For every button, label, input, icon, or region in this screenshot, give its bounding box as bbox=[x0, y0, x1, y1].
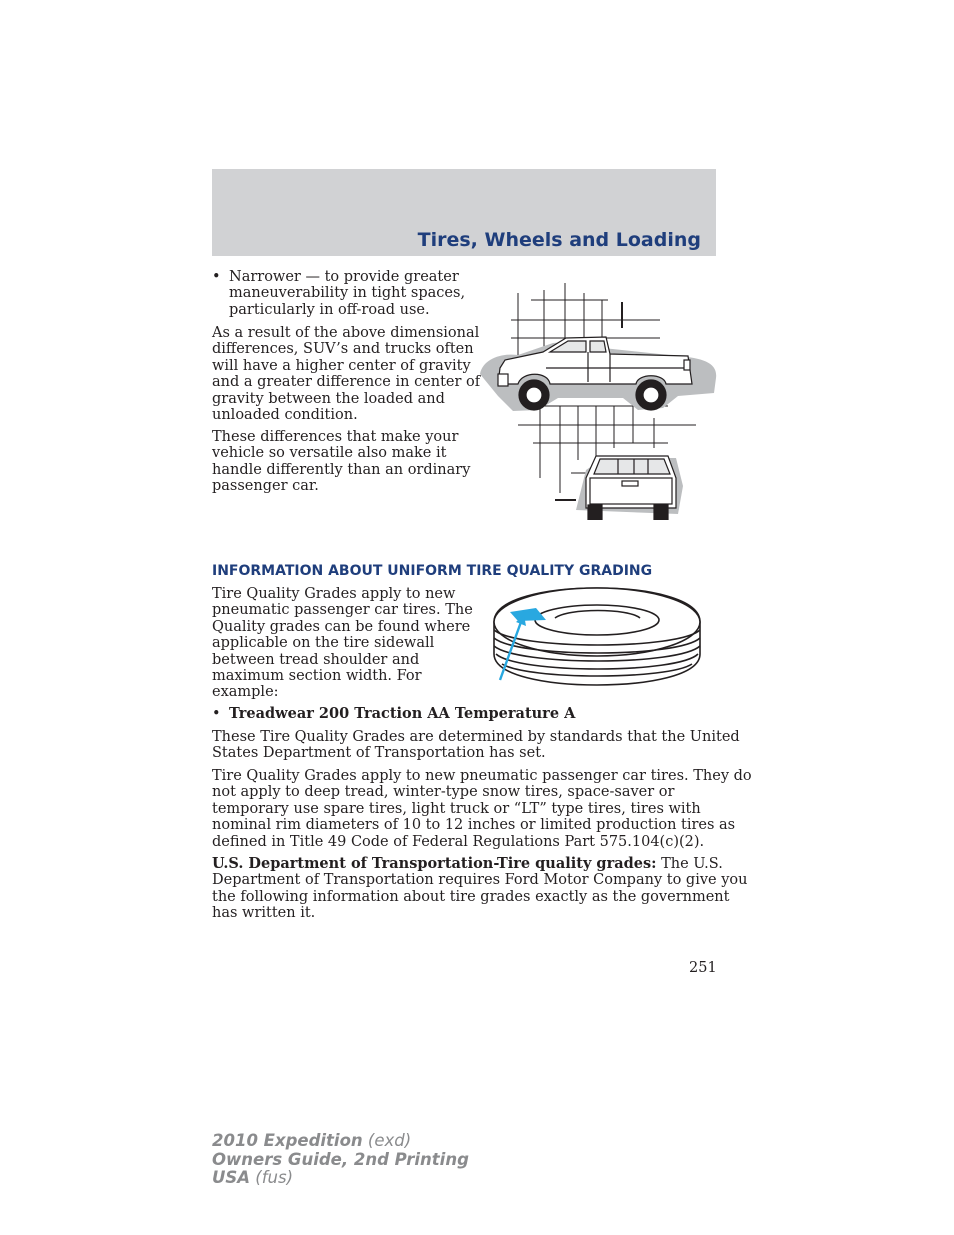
text-line: and a greater difference in center of bbox=[212, 374, 481, 391]
text-line bbox=[212, 856, 747, 872]
footer bbox=[212, 1132, 469, 1188]
text-line: differences, SUV’s and trucks often bbox=[212, 341, 474, 358]
footer-line-model bbox=[212, 1132, 469, 1151]
text-line: will have a higher center of gravity bbox=[212, 357, 471, 374]
paragraph-handling bbox=[212, 429, 470, 495]
text-line: unloaded condition. bbox=[212, 407, 358, 424]
footer-model-code: (exd) bbox=[362, 1131, 412, 1150]
truck-dimensions-illustration bbox=[478, 278, 718, 520]
text-line: particularly in off-road use. bbox=[229, 301, 430, 318]
section-title: Tires, Wheels and Loading bbox=[417, 229, 701, 251]
text-line: Quality grades can be found where bbox=[212, 618, 471, 635]
footer-line-region bbox=[212, 1169, 469, 1188]
text-line: defined in Title 49 Code of Federal Regulations Part 575.104(c)(2). bbox=[212, 833, 705, 850]
text-line: nominal rim diameters of 10 to 12 inches or limited production tires as bbox=[212, 817, 736, 834]
text-line: As a result of the above dimensional bbox=[212, 325, 480, 341]
text-line: handle differently than an ordinary bbox=[212, 461, 471, 478]
text-run: The U.S. bbox=[656, 856, 723, 872]
text-line: maximum section width. For bbox=[212, 668, 422, 685]
text-line: vehicle so versatile also make it bbox=[212, 445, 447, 462]
bullet-dot: • bbox=[212, 706, 221, 722]
bullet-dot: • bbox=[212, 269, 221, 285]
paragraph-center-of-gravity bbox=[212, 325, 480, 423]
header-band bbox=[212, 169, 716, 256]
bullet-narrower bbox=[212, 269, 472, 319]
text-line: between tread shoulder and bbox=[212, 651, 420, 668]
text-line: temporary use spare tires, light truck or “LT” type tires, tires with bbox=[212, 800, 701, 817]
text-line: These differences that make your bbox=[212, 429, 459, 445]
tire-sidewall-illustration bbox=[488, 584, 706, 688]
text-line: pneumatic passenger car tires. The bbox=[212, 602, 473, 619]
footer-region-code: (fus) bbox=[250, 1168, 294, 1187]
section-heading: INFORMATION ABOUT UNIFORM TIRE QUALITY GRADING bbox=[212, 563, 653, 579]
text-line: Tire Quality Grades apply to new bbox=[212, 586, 456, 602]
footer-model: 2010 Expedition bbox=[212, 1131, 363, 1150]
paragraph-dot-tire-grades bbox=[212, 856, 747, 922]
bullet-text: Treadwear 200 Traction AA Temperature A bbox=[229, 705, 576, 722]
bullet-treadwear-example bbox=[212, 706, 716, 724]
text-line: gravity between the loaded and bbox=[212, 390, 445, 407]
bullet-text bbox=[229, 269, 465, 318]
paragraph-dot-standards bbox=[212, 729, 740, 762]
text-line: Tire Quality Grades apply to new pneumatic passenger car tires. They do bbox=[212, 768, 752, 784]
footer-region: USA bbox=[212, 1168, 251, 1187]
text-line: These Tire Quality Grades are determined by standards that the United bbox=[212, 729, 740, 745]
paragraph-exclusions bbox=[212, 768, 752, 850]
text-line: maneuverability in tight spaces, bbox=[229, 285, 466, 302]
text-line: the following information about tire grades exactly as the government bbox=[212, 888, 730, 905]
text-line: Department of Transportation requires Ford Motor Company to give you bbox=[212, 872, 748, 889]
text-line: example: bbox=[212, 684, 279, 701]
truck-side-view bbox=[498, 337, 692, 410]
text-line: applicable on the tire sidewall bbox=[212, 635, 435, 652]
bold-lead-in: U.S. Department of Transportation-Tire quality grades: bbox=[212, 855, 657, 872]
text-line: Narrower — to provide greater bbox=[229, 269, 459, 285]
tire-illustration bbox=[494, 588, 700, 685]
text-line: passenger car. bbox=[212, 478, 319, 495]
text-line: has written it. bbox=[212, 905, 316, 922]
paragraph-tire-quality-grades bbox=[212, 586, 473, 701]
page-number: 251 bbox=[689, 960, 717, 976]
footer-guide: Owners Guide, 2nd Printing bbox=[212, 1149, 469, 1169]
text-line: States Department of Transportation has set. bbox=[212, 745, 546, 762]
text-line: not apply to deep tread, winter-type snow tires, space-saver or bbox=[212, 784, 675, 801]
